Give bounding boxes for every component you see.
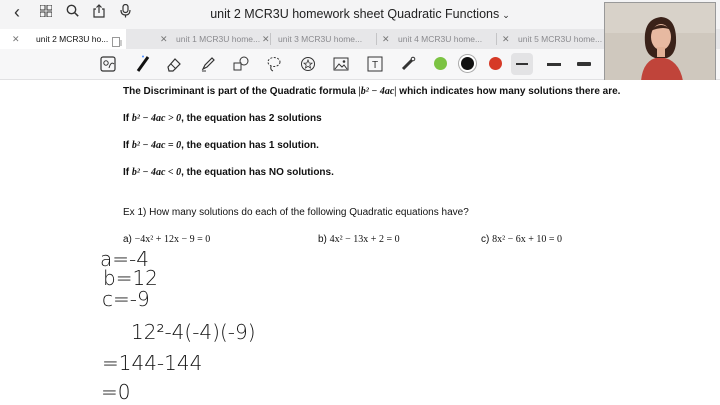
rule-condition: b² − 4ac > 0 bbox=[131, 113, 182, 124]
pen-icon[interactable] bbox=[132, 54, 154, 74]
highlighter-icon[interactable] bbox=[197, 54, 219, 74]
close-tab-icon[interactable]: ✕ bbox=[160, 34, 168, 44]
handwritten-discriminant-work: 12²-4(-4)(-9) bbox=[131, 320, 256, 344]
document-title-text: unit 2 MCR3U homework sheet Quadratic Functions bbox=[210, 7, 500, 21]
tab-unit-4[interactable] bbox=[376, 29, 496, 49]
part-equation: 8x² − 6x + 10 = 0 bbox=[492, 234, 563, 245]
read-mode-icon[interactable] bbox=[97, 54, 119, 74]
thickness-medium-button[interactable] bbox=[543, 53, 565, 75]
back-icon[interactable]: ‹ bbox=[14, 2, 20, 22]
handwritten-a-value: a=-4 bbox=[100, 247, 149, 271]
chevron-down-icon: ⌄ bbox=[502, 10, 510, 20]
part-equation: −4x² + 12x − 9 = 0 bbox=[134, 234, 211, 245]
tab-label: unit 1 MCR3U home... bbox=[176, 34, 261, 44]
part-label: c) bbox=[481, 234, 493, 245]
tab-unit-3[interactable] bbox=[256, 29, 376, 49]
color-swatch-black[interactable] bbox=[461, 57, 474, 70]
intro-text-end: which indicates how many solutions there are. bbox=[396, 86, 621, 97]
handwritten-subtraction: =144-144 bbox=[102, 351, 203, 375]
close-tab-icon[interactable]: ✕ bbox=[262, 34, 270, 44]
webcam-overlay bbox=[604, 2, 716, 82]
image-icon[interactable] bbox=[330, 54, 352, 74]
part-equation: 4x² − 13x + 2 = 0 bbox=[329, 234, 400, 245]
lasso-icon[interactable] bbox=[263, 54, 285, 74]
handwritten-result: =0 bbox=[101, 380, 131, 404]
rule-two-solutions bbox=[123, 113, 322, 124]
tab-label: unit 5 MCR3U home... bbox=[518, 34, 603, 44]
document-page[interactable] bbox=[0, 80, 720, 405]
discriminant-formula: |b² − 4ac| bbox=[358, 86, 397, 97]
handwritten-c-value: c=-9 bbox=[102, 287, 150, 311]
rule-condition: b² − 4ac < 0 bbox=[131, 167, 182, 178]
color-swatch-red[interactable] bbox=[489, 57, 502, 70]
example-part-a bbox=[123, 234, 210, 245]
tab-label: unit 2 MCR3U ho... bbox=[36, 34, 109, 44]
example-question: Ex 1) How many solutions do each of the following Quadratic equations have? bbox=[123, 207, 469, 218]
presenter-video-image bbox=[605, 3, 715, 81]
rule-result: , the equation has 1 solution. bbox=[181, 140, 319, 151]
thickness-thick-button[interactable] bbox=[573, 53, 595, 75]
part-label: b) bbox=[318, 234, 330, 245]
discriminant-intro bbox=[123, 86, 620, 97]
rule-result: , the equation has NO solutions. bbox=[181, 167, 334, 178]
tab-unit-2[interactable] bbox=[0, 29, 126, 49]
handwritten-b-value: b=12 bbox=[103, 266, 158, 290]
close-tab-icon[interactable]: ✕ bbox=[12, 34, 20, 44]
color-swatch-green[interactable] bbox=[434, 57, 447, 70]
rule-if: If bbox=[123, 113, 132, 124]
rule-result: , the equation has 2 solutions bbox=[181, 113, 322, 124]
part-label: a) bbox=[123, 234, 135, 245]
rule-condition: b² − 4ac = 0 bbox=[131, 140, 182, 151]
shapes-icon[interactable] bbox=[230, 54, 252, 74]
tab-label: unit 3 MCR3U home... bbox=[278, 34, 363, 44]
tab-unit-1[interactable] bbox=[154, 29, 270, 49]
close-tab-icon[interactable]: ✕ bbox=[502, 34, 510, 44]
svg-text:T: T bbox=[371, 60, 379, 71]
eraser-icon[interactable] bbox=[163, 54, 185, 74]
rule-one-solution bbox=[123, 140, 319, 151]
rule-if: If bbox=[123, 140, 132, 151]
tab-label: unit 4 MCR3U home... bbox=[398, 34, 483, 44]
tab-unit-5[interactable] bbox=[496, 29, 616, 49]
rule-no-solutions bbox=[123, 167, 334, 178]
text-icon[interactable] bbox=[364, 54, 386, 74]
rule-if: If bbox=[123, 167, 132, 178]
example-part-c bbox=[481, 234, 562, 245]
close-tab-icon[interactable]: ✕ bbox=[382, 34, 390, 44]
sticker-icon[interactable] bbox=[297, 54, 319, 74]
example-part-b bbox=[318, 234, 400, 245]
thickness-thin-button[interactable] bbox=[511, 53, 533, 75]
intro-text-start: The Discriminant is part of the Quadratic formula bbox=[123, 86, 359, 97]
laser-pointer-icon[interactable] bbox=[397, 54, 419, 74]
